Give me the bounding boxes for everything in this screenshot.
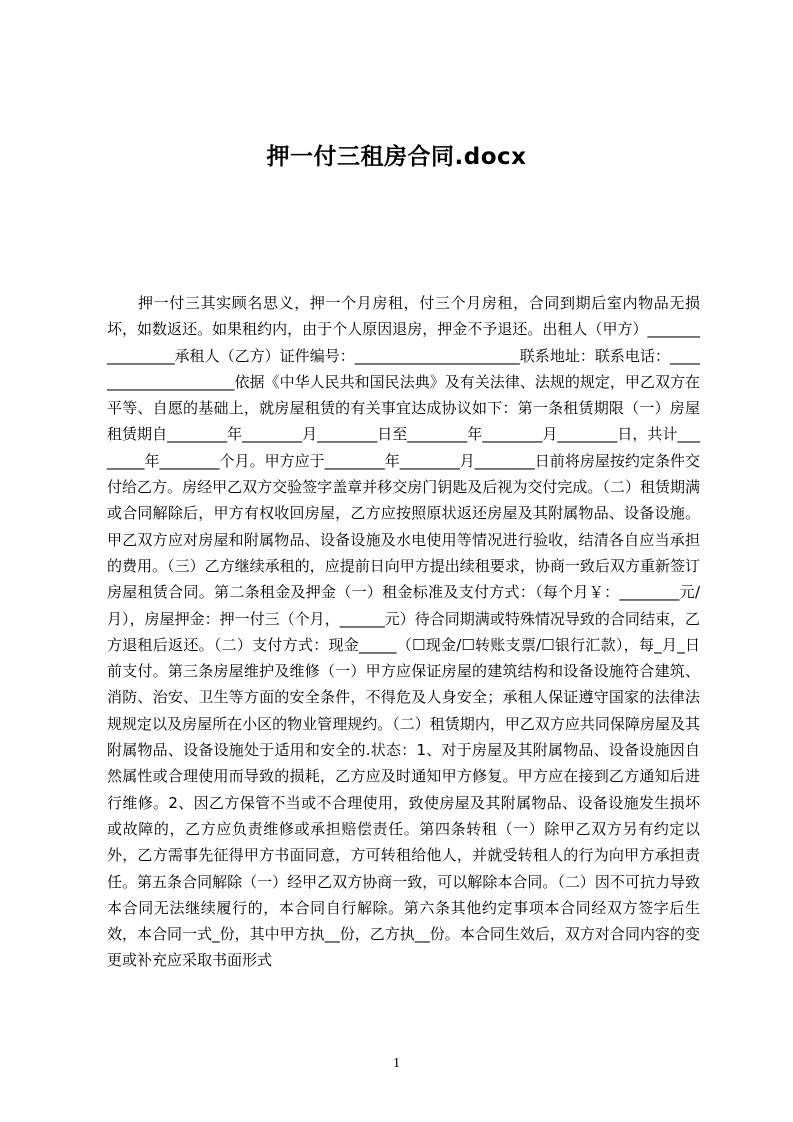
page-number: 1: [393, 1056, 400, 1071]
document-title: 押一付三租房合同.docx: [266, 144, 527, 170]
contract-body-text: 押一付三其实顾名思义，押一个月房租，付三个月房租，合同到期后室内物品无损坏，如数返还。如果租约内，由于个人原因退房，押金不予退还。出租人（甲方）________________承租人（乙方）证件编号：______________________联系地址：联系电话：_____________________依据《中华人民共和国民法典》及有关法律、法规的规定，甲乙双方在平等、自愿的基础上，就房屋租赁的有关事宜达成协议如下：第一条租赁期限（一）房屋租赁期自________年________月________日至________年________月________日，共计________年________个月。甲方应于________年________月________日前将房屋按约定条件交付给乙方。房经甲乙双方交验签字盖章并移交房门钥匙及后视为交付完成。（二）租赁期满或合同解除后，甲方有权收回房屋，乙方应按照原状返还房屋及其附属物品、设备设施。甲乙双方应对房屋和附属物品、设备设施及水电使用等情况进行验收，结清各自应当承担的费用。（三）乙方继续承租的，应提前日向甲方提出续租要求，协商一致后双方重新签订房屋租赁合同。第二条租金及押金（一）租金标准及支付方式：（每个月￥：________元/月），房屋押金：押一付三（个月，______元）待合同期满或特殊情况导致的合同结束，乙方退租后返还。（二）支付方式：现金_____（☐现金/☐转账支票/☐银行汇款），每_月_日前支付。第三条房屋维护及维修（一）甲方应保证房屋的建筑结构和设备设施符合建筑、消防、治安、卫生等方面的安全条件，不得危及人身安全；承租人保证遵守国家的法律法规规定以及房屋所在小区的物业管理规约。（二）租赁期内，甲乙双方应共同保障房屋及其附属物品、设备设施处于适用和安全的.状态：1、对于房屋及其附属物品、设备设施因自然属性或合理使用而导致的损耗，乙方应及时通知甲方修复。甲方应在接到乙方通知后进行维修。2、因乙方保管不当或不合理使用，致使房屋及其附属物品、设备设施发生损坏或故障的，乙方应负责维修或承担赔偿责任。第四条转租（一）除甲乙双方另有约定以外，乙方需事先征得甲方书面同意，方可转租给他人，并就受转租人的行为向甲方承担责任。第五条合同解除（一）经甲乙双方协商一致，可以解除本合同。（二）因不可抗力导致本合同无法继续履行的，本合同自行解除。第六条其他约定事项本合同经双方签字后生效，本合同一式_份，其中甲方执__份，乙方执__份。本合同生效后，双方对合同内容的变更或补充应采取书面形式: [107, 294, 700, 970]
